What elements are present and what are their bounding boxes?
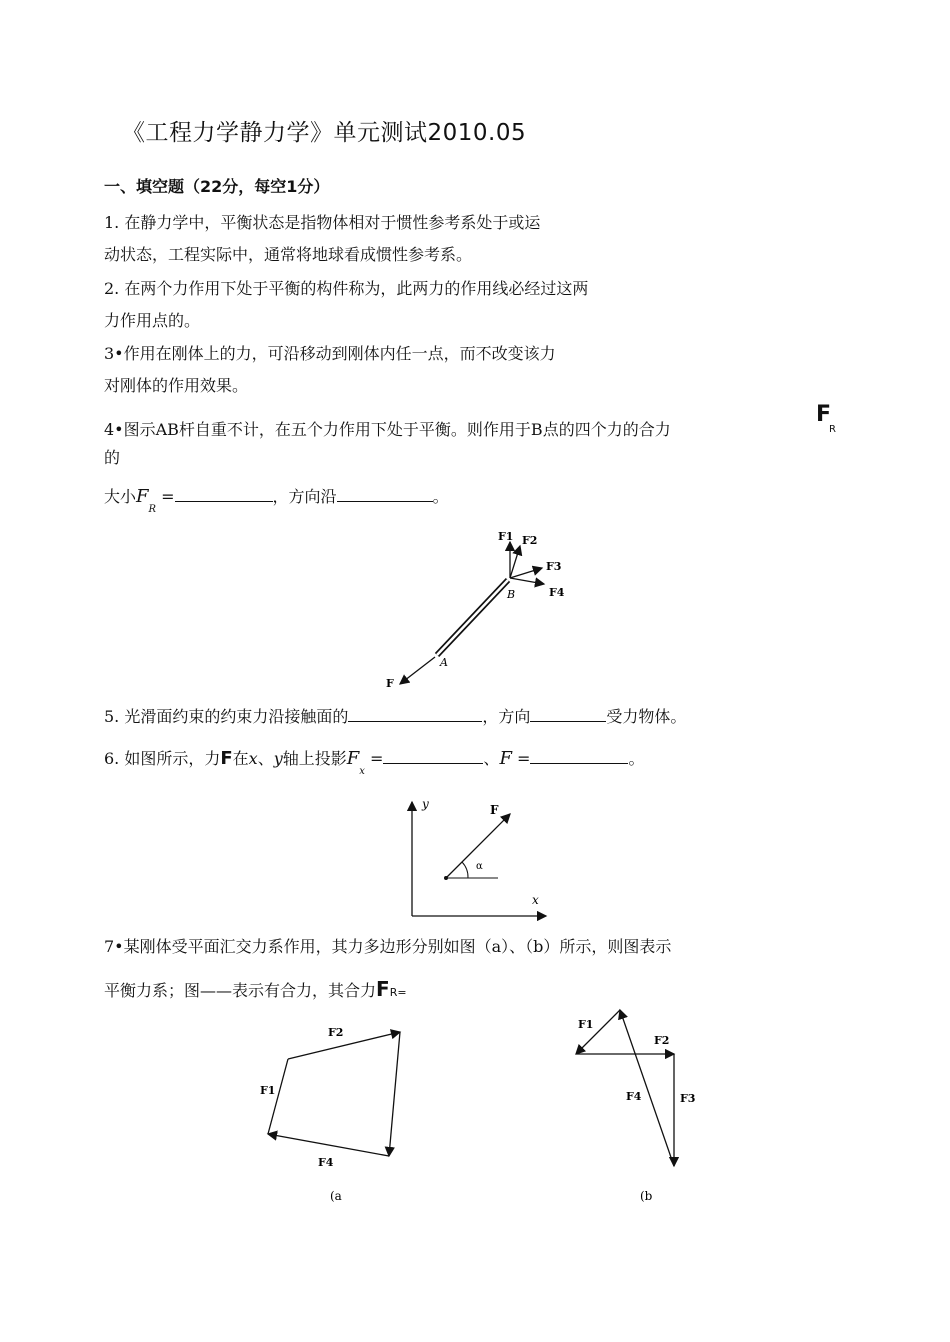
fb-caption: (b: [640, 1189, 653, 1202]
force-F2-arrow: [510, 546, 520, 578]
section-heading: 一、填空题（22分，每空1分）: [104, 177, 330, 196]
bar-ab-inner: [437, 580, 508, 655]
q7-line1: 7•某刚体受平面汇交力系作用，其力多边形分别如图（a）、（b）所示，则图表示: [104, 937, 672, 956]
fb-label-F2: F2: [654, 1034, 670, 1047]
q6-comma: 、: [483, 749, 500, 768]
fa-label-F4: F4: [318, 1156, 334, 1169]
alpha-label: α: [476, 861, 483, 872]
origin-point: [444, 876, 448, 880]
q4-figure: [380, 524, 580, 694]
fa-label-F2: F2: [328, 1026, 344, 1039]
q7-figure-a: [250, 1016, 420, 1202]
q5-text3: 受力物体。: [606, 707, 687, 726]
q5-blank1[interactable]: [348, 707, 482, 722]
fa-F2-arrow: [288, 1032, 400, 1059]
q4-end: 。: [432, 487, 449, 506]
q3-line1: 3•作用在刚体上的力，可沿移动到刚体内任一点，而不改变该力: [104, 344, 556, 363]
label-A: A: [440, 656, 448, 669]
q6-x: x: [248, 749, 258, 768]
q4-size-F: F: [136, 486, 149, 507]
q4-dir-label: ，方向沿: [272, 487, 337, 506]
q5-text1: 5. 光滑面约束的约束力沿接触面的: [104, 707, 349, 726]
q6-end: 。: [628, 749, 645, 768]
alpha-arc: [462, 862, 468, 878]
q4-blank-size[interactable]: [175, 487, 273, 502]
q7-fr-sub: R=: [389, 986, 407, 999]
page-title: 《工程力学静力学》单元测试2010.05: [122, 120, 527, 146]
fa-label-F1: F1: [260, 1084, 276, 1097]
q6-proj: 轴上投影: [282, 749, 347, 768]
label-F4: F4: [549, 586, 565, 599]
q4-size-label: 大小: [104, 487, 137, 506]
q6-line: [104, 746, 645, 778]
q3-line2: 对刚体的作用效果。: [104, 376, 249, 395]
label-F: F: [386, 677, 394, 690]
q4-fr-sub: R: [829, 424, 836, 435]
q6-F2: F: [499, 748, 512, 769]
q4-size-line: [104, 484, 449, 516]
label-F2: F2: [522, 534, 538, 547]
q4-blank-dir[interactable]: [337, 487, 433, 502]
q4-size-sub: R: [148, 504, 157, 516]
q6-eq2: =: [517, 749, 531, 768]
fb-F1-arrow: [576, 1010, 620, 1054]
force-F3-arrow: [510, 568, 542, 578]
q4-fr-symbol: F: [816, 402, 832, 427]
fb-label-F4: F4: [626, 1090, 642, 1103]
fa-F3-arrow: [389, 1032, 400, 1156]
q6-y: y: [273, 749, 283, 768]
force-F-arrow: [400, 657, 435, 684]
fb-label-F3: F3: [680, 1092, 696, 1105]
q6-mid: 在: [232, 749, 249, 768]
label-F1: F1: [498, 530, 514, 543]
q6-sep: 、: [257, 749, 274, 768]
y-label: y: [422, 797, 429, 811]
q7-figure-b: [560, 1002, 710, 1202]
q7-text: 平衡力系；图——表示有合力，其合力: [104, 981, 377, 1000]
q4-line2: 的: [104, 448, 121, 467]
q6-figure: [398, 792, 558, 922]
q6-F: F: [220, 748, 233, 769]
fa-caption: (a: [330, 1189, 342, 1202]
q1-line1: 1. 在静力学中，平衡状态是指物体相对于惯性参考系处于或运: [104, 213, 541, 232]
force-F4-arrow: [510, 578, 544, 584]
q7-line2: [104, 977, 407, 1001]
q6-Fx: F: [346, 748, 360, 769]
q5-blank2[interactable]: [530, 707, 606, 722]
fa-F4-arrow: [268, 1134, 389, 1156]
q6-blank2[interactable]: [530, 749, 628, 764]
q6-Fx-sub: x: [359, 766, 365, 778]
q2-line1: 2. 在两个力作用下处于平衡的构件称为，此两力的作用线必经过这两: [104, 279, 589, 298]
q1-line2: 动状态，工程实际中，通常将地球看成惯性参考系。: [104, 245, 473, 264]
q7-fr: F: [376, 977, 390, 1001]
q2-line2: 力作用点的。: [104, 311, 201, 330]
q6-blank1[interactable]: [383, 749, 483, 764]
q6-eq: =: [370, 749, 384, 768]
q4-size-eq: =: [161, 487, 175, 506]
q4-line1: [104, 417, 671, 440]
q5-line: [104, 704, 686, 727]
x-label: x: [532, 893, 539, 907]
label-F3: F3: [546, 560, 562, 573]
q6-prefix: 6. 如图所示，力: [104, 749, 221, 768]
q5-text2: ，方向: [482, 707, 531, 726]
F-label: F: [490, 803, 499, 817]
q4-text: 4•图示AB杆自重不计，在五个力作用下处于平衡。则作用于B点的四个力的合力: [104, 420, 671, 439]
fb-label-F1: F1: [578, 1018, 594, 1031]
label-B: B: [507, 588, 516, 601]
